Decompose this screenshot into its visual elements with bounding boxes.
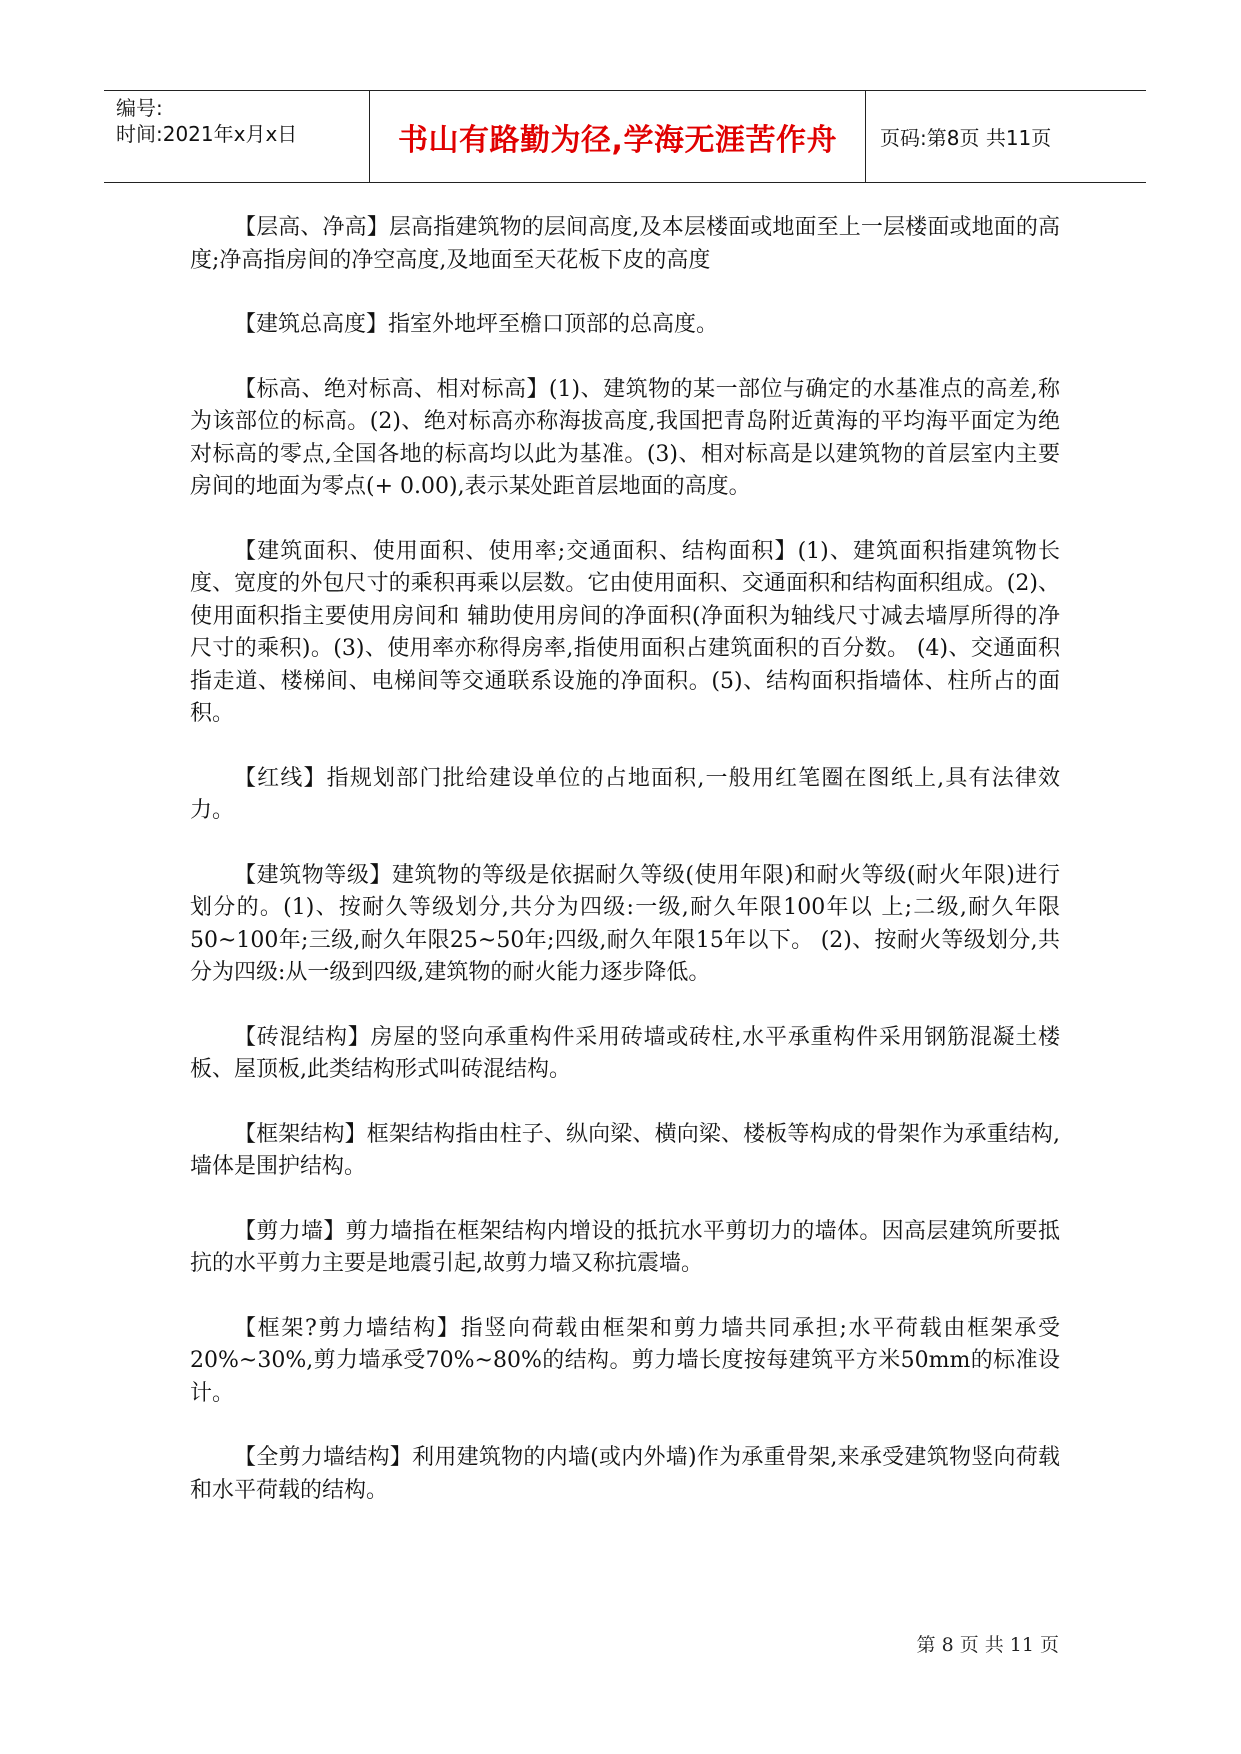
paragraph-building-grade: 【建筑物等级】建筑物的等级是依据耐久等级(使用年限)和耐火等级(耐火年限)进行划分的。(1)、按耐久等级划分,共分为四级:一级,耐久年限100年以 上;二级,耐久年限50~100年;三级,耐久年限25~50年;四级,耐久年限15年以下。 (2)、按耐火等级划分,共分为四级:从一级到四级,建筑物的耐火能力逐步降低。 <box>190 862 1060 985</box>
serial-label: 编号: <box>116 96 163 120</box>
header-left-cell <box>104 91 370 182</box>
footer-page-number: 第 8 页 共 11 页 <box>916 1634 1059 1656</box>
paragraph-brick-concrete: 【砖混结构】房屋的竖向承重构件采用砖墙或砖柱,水平承重构件采用钢筋混凝土楼板、屋顶板,此类结构形式叫砖混结构。 <box>190 1024 1060 1082</box>
motto-text: 书山有路勤为径,学海无涯苦作舟 <box>398 122 837 158</box>
time-label: 时间:2021年x月x日 <box>116 122 298 146</box>
body-content <box>190 212 1060 1539</box>
paragraph-elevation: 【标高、绝对标高、相对标高】(1)、建筑物的某一部位与确定的水基准点的高差,称为该部位的标高。(2)、绝对标高亦称海拔高度,我国把青岛附近黄海的平均海平面定为绝 对标高的零点,全国各地的标高均以此为基准。(3)、相对标高是以建筑物的首层室内主要房间的地面为零点(+ 0.00),表示某处距首层地面的高度。 <box>190 376 1060 499</box>
paragraph-floor-height: 【层高、净高】层高指建筑物的层间高度,及本层楼面或地面至上一层楼面或地面的高度;净高指房间的净空高度,及地面至天花板下皮的高度 <box>190 215 1060 273</box>
paragraph-full-shear-wall: 【全剪力墙结构】利用建筑物的内墙(或内外墙)作为承重骨架,来承受建筑物竖向荷载和水平荷载的结构。 <box>190 1445 1060 1503</box>
header-table <box>104 90 1146 183</box>
paragraph-frame-shear-wall: 【框架?剪力墙结构】指竖向荷载由框架和剪力墙共同承担;水平荷载由框架承受20%~30%,剪力墙承受70%~80%的结构。剪力墙长度按每建筑平方米50mm的标准设计。 <box>190 1315 1060 1406</box>
paragraph-building-area: 【建筑面积、使用面积、使用率;交通面积、结构面积】(1)、建筑面积指建筑物长度、宽度的外包尺寸的乘积再乘以层数。它由使用面积、交通面积和结构面积组成。(2)、使用面积指主要使用房间和 辅助使用房间的净面积(净面积为轴线尺寸减去墙厚所得的净尺寸的乘积)。(3)、使用率亦称得房率,指使用面积占建筑面积的百分数。 (4)、交通面积指走道、楼梯间、电梯间等交通联系设施的净面积。(5)、结构面积指墙体、柱所占的面积。 <box>190 538 1060 726</box>
paragraph-frame-structure: 【框架结构】框架结构指由柱子、纵向梁、横向梁、楼板等构成的骨架作为承重结构,墙体是围护结构。 <box>190 1121 1060 1179</box>
header-page-info: 页码:第8页 共11页 <box>880 126 1052 150</box>
header-middle-cell <box>370 91 866 182</box>
paragraph-red-line: 【红线】指规划部门批给建设单位的占地面积,一般用红笔圈在图纸上,具有法律效力。 <box>190 765 1060 823</box>
header-right-cell <box>866 91 1146 182</box>
paragraph-total-height: 【建筑总高度】指室外地坪至檐口顶部的总高度。 <box>234 312 719 337</box>
paragraph-shear-wall: 【剪力墙】剪力墙指在框架结构内增设的抵抗水平剪切力的墙体。因高层建筑所要抵抗的水平剪力主要是地震引起,故剪力墙又称抗震墙。 <box>190 1218 1060 1276</box>
